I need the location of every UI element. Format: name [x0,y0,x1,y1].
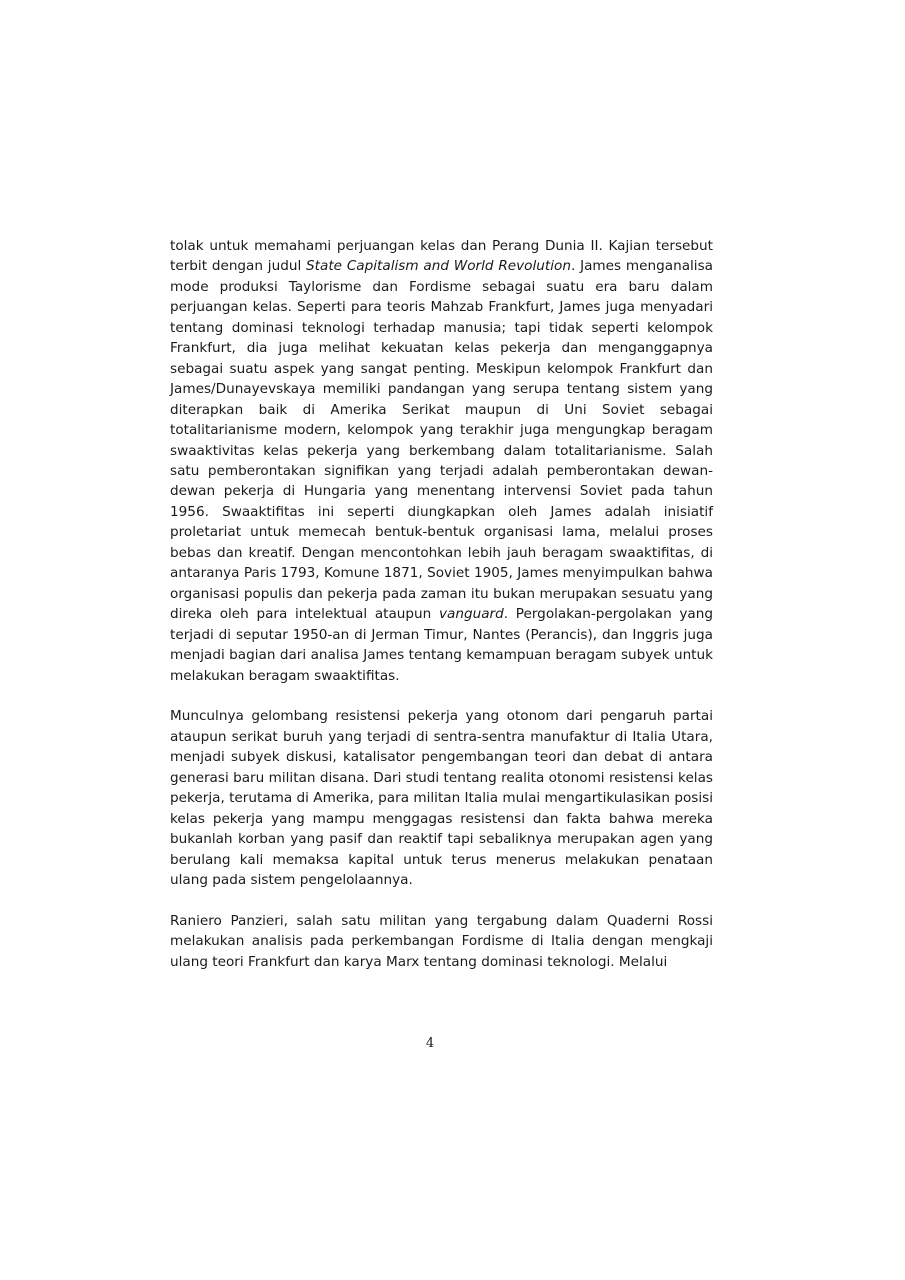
paragraph-2 [170,706,713,890]
paragraph-1-text-1: tolak untuk memahami perjuangan kelas dan Perang Dunia II. Kajian tersebut terbit dengan judul [170,238,713,275]
paragraph-1-text-3: . Pergolakan-pergolakan yang terjadi di seputar 1950-an di Jerman Timur, Nantes (Perancis), dan Inggris juga menjadi bagian dari analisa James tentang kemampuan beragam subyek untuk melakukan beragam swaaktifitas. [170,606,713,684]
body-text [170,236,713,972]
paragraph-3-text: Raniero Panzieri, salah satu militan yang tergabung dalam Quaderni Rossi melakukan analisis pada perkembangan Fordisme di Italia dengan mengkaji ulang teori Frankfurt dan karya Marx tentang dominasi teknologi. Melalui [170,912,713,970]
paragraph-1 [170,236,713,686]
paragraph-1-text-2: . James menganalisa mode produksi Taylorisme dan Fordisme sebagai suatu era baru dalam perjuangan kelas. Seperti para teoris Mahzab Frankfurt, James juga menyadari tentang dominasi teknologi terhadap manusia; tapi tidak seperti kelompok Frankfurt, dia juga melihat kekuatan kelas pekerja dan menganggapnya sebagai suatu aspek yang sangat penting. Meskipun kelompok Frankfurt dan James/Dunayevskaya memiliki pandangan yang serupa tentang sistem yang diterapkan baik di Amerika Serikat maupun di Uni Soviet sebagai totalitarianisme modern, kelompok yang terakhir juga mengungkap beragam swaaktivitas kelas pekerja yang berkembang dalam totalitarianisme. Salah satu pemberontakan signifikan yang terjadi adalah pemberontakan dewan-dewan pekerja di Hungaria yang menentang intervensi Soviet pada tahun 1956. Swaaktifitas ini seperti diungkapkan oleh James adalah inisiatif proletariat untuk memecah bentuk-bentuk organisasi lama, melalui proses bebas dan kreatif. Dengan mencontohkan lebih jauh beragam swaaktifitas, di antaranya Paris 1793, Komune 1871, Soviet 1905, James menyimpulkan bahwa organisasi populis dan pekerja pada zaman itu bukan merupakan sesuatu yang direka oleh para intelektual ataupun [170,258,713,623]
paragraph-2-text: Munculnya gelombang resistensi pekerja yang otonom dari pengaruh partai ataupun serikat buruh yang terjadi di sentra-sentra manufaktur di Italia Utara, menjadi subyek diskusi, katalisator pengembangan teori dan debat di antara generasi baru militan disana. Dari studi tentang realita otonomi resistensi kelas pekerja, terutama di Amerika, para militan Italia mulai mengartikulasikan posisi kelas pekerja yang mampu menggagas resistensi dan fakta bahwa mereka bukanlah korban yang pasif dan reaktif tapi sebaliknya merupakan agen yang berulang kali memaksa kapital untuk terus menerus melakukan penataan ulang pada sistem pengelolaannya. [170,708,713,889]
vanguard-italic: vanguard [438,606,504,623]
book-title-italic: State Capitalism and World Revolution [306,258,571,275]
paragraph-3 [170,911,713,972]
page-number: 4 [425,1036,435,1051]
